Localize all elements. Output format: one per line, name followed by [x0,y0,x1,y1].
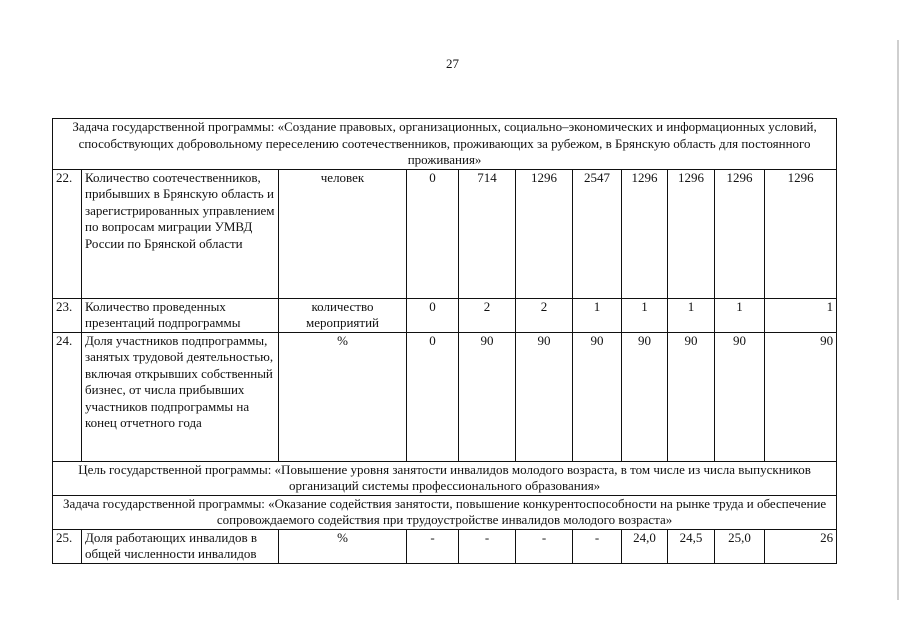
value-cell: 1296 [668,169,715,298]
unit-cell: % [279,332,407,461]
unit-cell: количество мероприятий [279,298,407,332]
scan-edge-mark [897,40,899,600]
section-title-task1: Задача государственной программы: «Создание правовых, организационных, социально–экономических и информационных условий, способствующих добровольному переселению соотечественников, проживающих за рубежом, в Брянскую область для постоянного проживания» [53,119,837,170]
indicator-name: Доля участников подпрограммы, занятых трудовой деятельностью, включая открывших собственный бизнес, от числа прибывших участников подпрограммы на конец отчетного года [82,332,279,461]
value-cell: 1296 [622,169,668,298]
value-cell: 1296 [516,169,573,298]
indicator-name: Количество проведенных презентаций подпрограммы [82,298,279,332]
value-cell: 2 [459,298,516,332]
value-cell: 24,5 [668,529,715,563]
value-cell: 1296 [765,169,837,298]
unit-cell: % [279,529,407,563]
section-row-task2 [53,495,837,529]
value-cell: 90 [765,332,837,461]
value-cell: - [516,529,573,563]
section-title-task2: Задача государственной программы: «Оказание содействия занятости, повышение конкурентоспособности на рынке труда и обеспечение сопровождаемого содействия при трудоустройстве инвалидов молодого возраста» [53,495,837,529]
row-number: 25. [53,529,82,563]
section-title-goal2: Цель государственной программы: «Повышение уровня занятости инвалидов молодого возраста, в том числе из числа выпускников организаций системы профессионального образования» [53,461,837,495]
value-cell: 90 [573,332,622,461]
value-cell: 26 [765,529,837,563]
row-number: 23. [53,298,82,332]
indicator-name: Количество соотечественников, прибывших в Брянскую область и зарегистрированных управлением по вопросам миграции УМВД России по Брянской области [82,169,279,298]
unit-cell: человек [279,169,407,298]
value-cell: 1 [668,298,715,332]
table-row [53,529,837,563]
section-row-task1 [53,119,837,170]
value-cell: 2547 [573,169,622,298]
value-cell: 90 [459,332,516,461]
value-cell: 1 [765,298,837,332]
value-cell: - [407,529,459,563]
value-cell: 2 [516,298,573,332]
value-cell: 0 [407,332,459,461]
value-cell: 1296 [715,169,765,298]
value-cell: 1 [622,298,668,332]
value-cell: 1 [715,298,765,332]
row-number: 24. [53,332,82,461]
value-cell: 0 [407,298,459,332]
indicators-table [52,118,837,564]
table-row [53,298,837,332]
value-cell: 90 [715,332,765,461]
row-number: 22. [53,169,82,298]
value-cell: 90 [668,332,715,461]
value-cell: 25,0 [715,529,765,563]
value-cell: 24,0 [622,529,668,563]
table-row [53,332,837,461]
value-cell: - [573,529,622,563]
page-number: 27 [446,56,459,71]
table-row [53,169,837,298]
value-cell: - [459,529,516,563]
value-cell: 714 [459,169,516,298]
value-cell: 0 [407,169,459,298]
indicator-name: Доля работающих инвалидов в общей численности инвалидов [82,529,279,563]
value-cell: 1 [573,298,622,332]
value-cell: 90 [622,332,668,461]
section-row-goal2 [53,461,837,495]
value-cell: 90 [516,332,573,461]
